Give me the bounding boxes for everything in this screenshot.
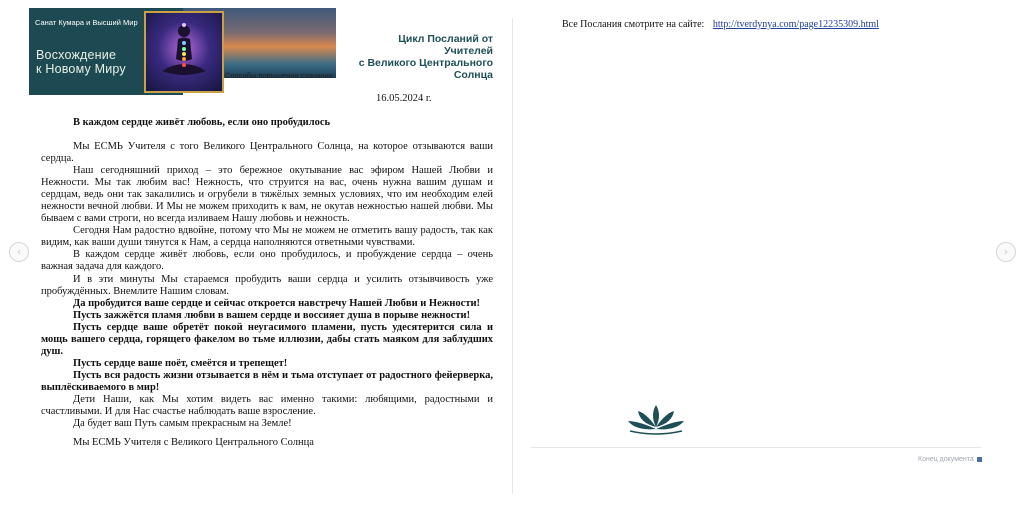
message-body (41, 141, 493, 430)
site-link[interactable]: http://tverdynya.com/page12235309.html (712, 19, 879, 30)
cycle-title-line: Цикл Посланий от (398, 33, 493, 45)
message-paragraph: Пусть сердце ваше поёт, смеётся и трепещет! (73, 357, 288, 369)
banner-title-line1: Восхождение (36, 48, 117, 62)
signature: Мы ЕСМЬ Учителя с Великого Центрального Солнца (73, 437, 314, 448)
message-paragraph: Пусть зажжётся пламя любви в вашем сердце и воссияет душа в порыве нежности! (73, 309, 471, 321)
cycle-title-line: Учителей (444, 45, 493, 57)
end-of-document-label: Конец документа (918, 456, 974, 463)
end-separator (531, 447, 981, 448)
banner-title (36, 48, 126, 76)
message-paragraph: Мы ЕСМЬ Учителя с того Великого Центрального Солнца, на которое отзываются ваши сердца. (41, 141, 493, 165)
message-title: В каждом сердце живёт любовь, если оно пробудилось (73, 117, 331, 128)
banner-top-text: Санат Кумара и Высший Мир (35, 18, 138, 27)
message-paragraph: Да будет ваш Путь самым прекрасным на Земле! (73, 418, 292, 430)
see-all-line (562, 19, 879, 30)
message-paragraph: Да пробудится ваше сердце и сейчас откроется навстречу Нашей Любви и Нежности! (73, 297, 481, 309)
banner-title-line2: к Новому Миру (36, 62, 126, 76)
next-page-button[interactable]: › (996, 242, 1016, 262)
meditation-figure-icon (156, 21, 212, 83)
message-paragraph: Дети Наши, как Мы хотим видеть вас именно такими: любящими, радостными и счастливыми. И для Нас счастье наблюдать ваше взросление. (41, 393, 493, 418)
message-paragraph: В каждом сердце живёт любовь, если оно пробудилось, и пробуждение сердца – очень важная задача для каждого. (41, 249, 493, 273)
previous-page-button[interactable]: ‹ (9, 242, 29, 262)
page-divider (512, 18, 513, 494)
header-banner (29, 8, 336, 95)
lotus-icon (624, 403, 688, 435)
see-all-label: Все Послания смотрите на сайте: (562, 19, 705, 30)
message-date: 16.05.2024 г. (376, 93, 432, 104)
cycle-title-line: с Великого Центрального (358, 57, 493, 69)
message-paragraph: Пусть вся радость жизни отзывается в нём и тьма отступает от радостного фейерверка, выплёскиваемого в мир! (41, 369, 493, 393)
message-paragraph: Наш сегодняшний приход – это бережное окутывание вас эфиром Нашей Любви и Нежности. Мы так любим вас! Нежность, что струится на вас, очень нужна вашим душам и сердцам, ведь они так закалились и огрубели в тяжёлых земных условиях, что им необходим елей нежности вечной любви. И Мы не можем приходить к вам, не окутав нежностью нашей любви. Мы бываем с вами строги, но всегда изливаем Нашу любовь и нежность. (41, 165, 493, 225)
message-paragraph: Сегодня Нам радостно вдвойне, потому что Мы не можем не отметить вашу радость, так как видим, как ваши души тянутся к Нам, а сердца наполняются ответными чувствами. (41, 225, 493, 249)
meditation-image (144, 11, 224, 93)
cycle-title-line: Солнца (453, 69, 493, 81)
message-paragraph: Пусть сердце ваше обретёт покой неугасимого пламени, пусть удесятерится сила и мощь вашего сердца, горящего факелом во тьме иллюзии, дабы стать маяком для заблудших душ. (41, 321, 493, 357)
end-marker-icon (977, 457, 982, 462)
banner-caption: Способы повышения сознания (225, 71, 333, 80)
message-paragraph: И в эти минуты Мы стараемся пробудить ваши сердца и усилить отзывчивость уже пробуждённых. Внемлите Нашим словам. (41, 273, 493, 297)
cycle-title (348, 33, 493, 81)
